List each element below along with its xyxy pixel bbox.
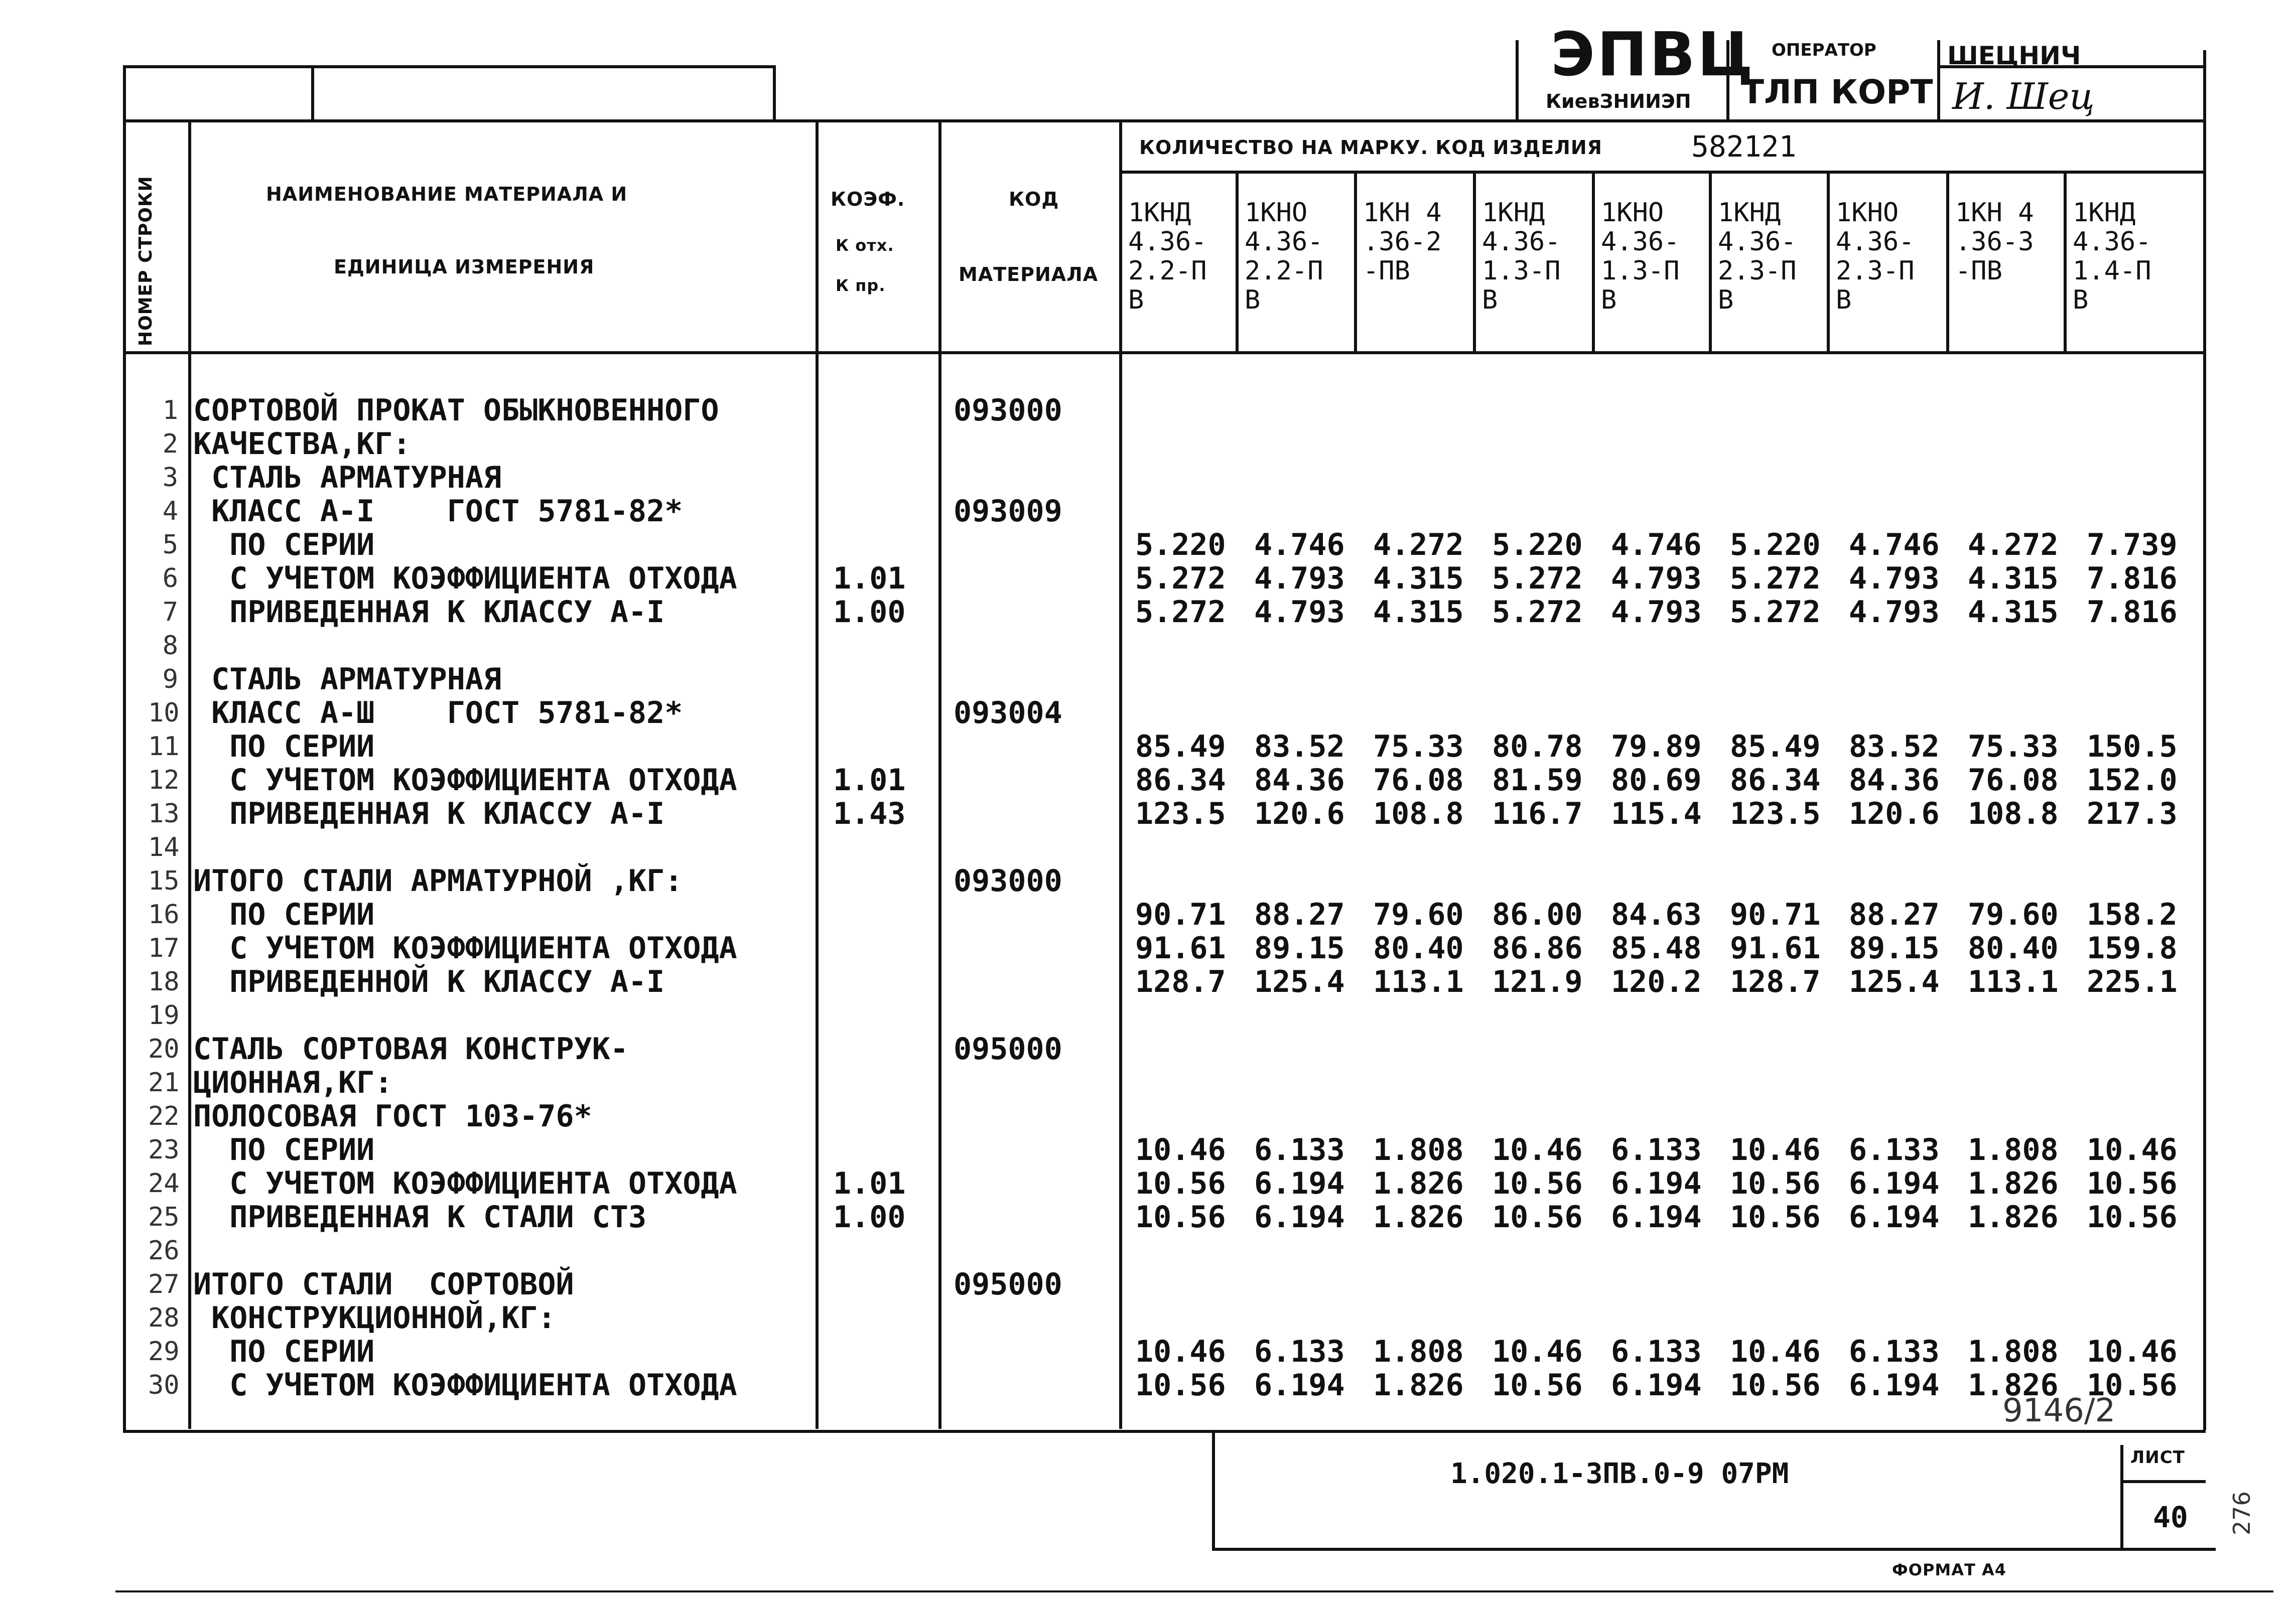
quantity-value: 81.59 [1492,763,1583,798]
row-number: 14 [148,832,180,862]
quantity-value: 6.194 [1254,1166,1345,1201]
quantity-value: 86.86 [1492,931,1583,966]
quantity-value: 6.194 [1849,1368,1940,1403]
quantity-value: 6.194 [1611,1166,1702,1201]
material-name: ИТОГО СТАЛИ СОРТОВОЙ [193,1267,574,1302]
signer-name: ШЕЦНИЧ [1947,41,2081,70]
quantity-value: 158.2 [2087,897,2178,932]
material-name: ПРИВЕДЕННАЯ К КЛАССУ А-I [193,796,665,831]
material-name: ПО СЕРИИ [193,729,375,764]
quantity-value: 6.194 [1849,1200,1940,1235]
quantity-value: 10.56 [2087,1166,2178,1201]
product-col-divider [1236,171,1239,351]
row-number: 19 [148,1000,180,1031]
quantity-value: 113.1 [1373,964,1464,999]
quantity-value: 85.48 [1611,931,1702,966]
quantity-value: 150.5 [2087,729,2178,764]
material-name: ПО СЕРИИ [193,1132,375,1167]
quantity-value: 10.56 [1730,1368,1821,1403]
quantity-value: 5.220 [1730,527,1821,562]
product-column-header: 1КНО 4.36- 2.3-П В [1836,198,1915,315]
quantity-value: 6.194 [1611,1200,1702,1235]
quantity-value: 159.8 [2087,931,2178,966]
quantity-value: 10.56 [1135,1166,1226,1201]
quantity-value: 4.315 [1373,595,1464,630]
quantity-value: 76.08 [1968,763,2059,798]
product-col-divider [1827,171,1830,351]
row-number-header: НОМЕР СТРОКИ [136,176,156,346]
quantity-value: 6.133 [1611,1132,1702,1167]
coefficient: 1.00 [833,1200,906,1235]
quantity-value: 79.60 [1968,897,2059,932]
quantity-value: 152.0 [2087,763,2178,798]
quantity-value: 4.793 [1254,561,1345,596]
row-number: 8 [162,631,178,661]
row-number: 1 [162,395,178,425]
quantity-value: 10.46 [2087,1132,2178,1167]
row-number: 30 [148,1370,180,1400]
quantity-value: 91.61 [1730,931,1821,966]
material-code: 095000 [954,1032,1062,1067]
footer-top-rule [123,1430,2206,1433]
coef-header-2: К отх. [836,236,894,255]
product-col-divider [1473,171,1476,351]
coef-header-1: КОЭФ. [831,188,905,210]
row-number: 2 [162,429,178,459]
quantity-value: 4.315 [1968,561,2059,596]
row-number: 10 [148,698,180,728]
quantity-value: 5.272 [1730,561,1821,596]
row-number: 20 [148,1034,180,1064]
footer-divider [1212,1430,1215,1550]
qty-header: КОЛИЧЕСТВО НА МАРКУ. КОД ИЗДЕЛИЯ [1139,136,1602,159]
col-div-coef [938,119,941,1429]
quantity-value: 10.56 [1492,1368,1583,1403]
col-div-rownum [188,119,191,1429]
row-number: 25 [148,1202,180,1232]
col-div-name [816,119,819,1429]
row-number: 3 [162,463,178,493]
quantity-value: 84.36 [1254,763,1345,798]
quantity-value: 10.56 [1492,1200,1583,1235]
handwritten-note: 9146/2 [2002,1392,2116,1429]
row-number: 11 [148,732,180,762]
quantity-value: 5.220 [1492,527,1583,562]
quantity-value: 4.793 [1611,595,1702,630]
row-number: 27 [148,1269,180,1299]
quantity-value: 5.272 [1730,595,1821,630]
col-div-code [1119,119,1122,1429]
quantity-value: 86.34 [1730,763,1821,798]
footer-sheet-divider [2120,1445,2123,1550]
quantity-value: 113.1 [1968,964,2059,999]
quantity-value: 5.220 [1135,527,1226,562]
quantity-value: 1.826 [1968,1166,2059,1201]
material-name: ПОЛОСОВАЯ ГОСТ 103-76* [193,1099,592,1134]
quantity-value: 91.61 [1135,931,1226,966]
quantity-value: 4.315 [1373,561,1464,596]
quantity-value: 10.46 [1135,1132,1226,1167]
material-name: С УЧЕТОМ КОЭФФИЦИЕНТА ОТХОДА [193,931,737,966]
quantity-value: 10.46 [2087,1334,2178,1369]
row-number: 28 [148,1303,180,1333]
product-col-divider [1354,171,1357,351]
material-name: ПО СЕРИИ [193,527,375,562]
quantity-value: 1.826 [1968,1368,2059,1403]
product-column-header: 1КН 4 .36-3 -ПВ [1955,198,2034,286]
product-col-divider [1946,171,1949,351]
quantity-value: 83.52 [1254,729,1345,764]
product-col-divider [1709,171,1712,351]
quantity-value: 5.272 [1492,595,1583,630]
quantity-value: 88.27 [1254,897,1345,932]
quantity-value: 83.52 [1849,729,1940,764]
quantity-value: 6.133 [1611,1334,1702,1369]
quantity-value: 89.15 [1849,931,1940,966]
quantity-value: 128.7 [1135,964,1226,999]
row-number: 26 [148,1236,180,1266]
product-col-divider [1592,171,1595,351]
coefficient: 1.00 [833,595,906,630]
product-code: 582121 [1691,129,1797,164]
row-number: 12 [148,765,180,795]
row-number: 5 [162,530,178,560]
material-code: 095000 [954,1267,1062,1302]
top-rule [123,65,775,68]
left-rule [123,65,126,1430]
material-name: СТАЛЬ АРМАТУРНАЯ [193,460,502,495]
code-header-2: МАТЕРИАЛА [959,263,1099,285]
format-label: ФОРМАТ А4 [1892,1560,2006,1579]
quantity-value: 90.71 [1730,897,1821,932]
row-number: 4 [162,496,178,526]
quantity-value: 4.793 [1254,595,1345,630]
side-note: 276 [2228,1491,2255,1535]
header-top-rule [123,119,2206,122]
top-cell-divider-1 [311,65,314,120]
quantity-value: 120.2 [1611,964,1702,999]
org-subtitle: КиевЗНИИЭП [1546,90,1691,112]
quantity-value: 1.808 [1968,1334,2059,1369]
quantity-value: 10.46 [1730,1132,1821,1167]
quantity-value: 108.8 [1373,796,1464,831]
quantity-value: 4.746 [1849,527,1940,562]
row-number: 18 [148,967,180,997]
footer-sheet-rule [2120,1480,2206,1483]
quantity-value: 1.808 [1373,1132,1464,1167]
quantity-value: 123.5 [1135,796,1226,831]
top-cell-divider-2 [773,65,776,120]
quantity-value: 125.4 [1254,964,1345,999]
quantity-value: 6.133 [1254,1132,1345,1167]
quantity-value: 10.56 [1135,1200,1226,1235]
row-number: 21 [148,1068,180,1098]
quantity-value: 6.194 [1254,1200,1345,1235]
quantity-value: 86.00 [1492,897,1583,932]
row-number: 29 [148,1337,180,1367]
material-name-header-2: ЕДИНИЦА ИЗМЕРЕНИЯ [334,256,595,278]
quantity-value: 108.8 [1968,796,2059,831]
quantity-value: 76.08 [1373,763,1464,798]
quantity-value: 6.194 [1611,1368,1702,1403]
quantity-value: 80.40 [1373,931,1464,966]
coef-header-3: К пр. [836,276,886,295]
material-name: С УЧЕТОМ КОЭФФИЦИЕНТА ОТХОДА [193,763,737,798]
quantity-value: 5.272 [1492,561,1583,596]
material-code: 093000 [954,393,1062,428]
quantity-value: 125.4 [1849,964,1940,999]
quantity-value: 80.78 [1492,729,1583,764]
quantity-value: 1.826 [1968,1200,2059,1235]
page-bottom-rule [115,1590,2273,1592]
quantity-value: 6.133 [1254,1334,1345,1369]
quantity-value: 10.56 [2087,1200,2178,1235]
header-bottom-rule [123,351,2206,354]
quantity-value: 1.826 [1373,1200,1464,1235]
material-name: ПРИВЕДЕННАЯ К КЛАССУ А-I [193,595,665,630]
quantity-value: 128.7 [1730,964,1821,999]
quantity-value: 4.272 [1373,527,1464,562]
material-name-header-1: НАИМЕНОВАНИЕ МАТЕРИАЛА И [266,183,628,205]
quantity-value: 80.69 [1611,763,1702,798]
material-name: С УЧЕТОМ КОЭФФИЦИЕНТА ОТХОДА [193,561,737,596]
code-header-1: КОД [1009,188,1059,210]
quantity-value: 4.746 [1254,527,1345,562]
quantity-value: 75.33 [1373,729,1464,764]
material-name: КАЧЕСТВА,КГ: [193,426,411,462]
quantity-value: 80.40 [1968,931,2059,966]
row-number: 15 [148,866,180,896]
row-number: 16 [148,900,180,930]
quantity-value: 4.793 [1849,561,1940,596]
quantity-value: 4.793 [1611,561,1702,596]
material-name: КЛАСС А-Ш ГОСТ 5781-82* [193,695,683,731]
quantity-value: 84.36 [1849,763,1940,798]
quantity-value: 7.816 [2087,595,2178,630]
material-code: 093009 [954,494,1062,529]
row-number: 7 [162,597,178,627]
quantity-value: 75.33 [1968,729,2059,764]
material-name: КЛАСС А-I ГОСТ 5781-82* [193,494,683,529]
material-name: С УЧЕТОМ КОЭФФИЦИЕНТА ОТХОДА [193,1166,737,1201]
coefficient: 1.01 [833,763,906,798]
material-name: ПО СЕРИИ [193,1334,375,1369]
row-number: 13 [148,799,180,829]
right-rule [2203,50,2206,1430]
quantity-value: 1.808 [1373,1334,1464,1369]
signature: И. Шец [1952,75,2095,117]
material-code: 093004 [954,695,1062,731]
quantity-value: 10.56 [2087,1368,2178,1403]
coefficient: 1.01 [833,561,906,596]
quantity-value: 1.826 [1373,1166,1464,1201]
quantity-value: 89.15 [1254,931,1345,966]
quantity-value: 86.34 [1135,763,1226,798]
document-code: 1.020.1-3ПВ.0-9 07РМ [1450,1457,1789,1490]
product-column-header: 1КНО 4.36- 1.3-П В [1601,198,1680,315]
operator-value: ТЛП КОРТ [1741,73,1933,111]
stamp-divider-3 [1937,40,1940,120]
quantity-value: 6.133 [1849,1334,1940,1369]
material-name: СТАЛЬ СОРТОВАЯ КОНСТРУК- [193,1032,628,1067]
quantity-value: 120.6 [1849,796,1940,831]
quantity-value: 10.46 [1135,1334,1226,1369]
product-column-header: 1КНД 4.36- 2.3-П В [1718,198,1797,315]
quantity-value: 85.49 [1730,729,1821,764]
row-number: 22 [148,1101,180,1131]
quantity-value: 10.56 [1492,1166,1583,1201]
row-number: 9 [162,664,178,694]
quantity-value: 7.739 [2087,527,2178,562]
quantity-value: 6.194 [1254,1368,1345,1403]
quantity-value: 120.6 [1254,796,1345,831]
material-name: ПРИВЕДЕННОЙ К КЛАССУ А-I [193,964,665,999]
row-number: 24 [148,1169,180,1199]
quantity-value: 10.56 [1730,1166,1821,1201]
sheet-label: ЛИСТ [2130,1447,2185,1468]
quantity-value: 4.315 [1968,595,2059,630]
quantity-value: 121.9 [1492,964,1583,999]
quantity-value: 1.808 [1968,1132,2059,1167]
org-logo: ЭПВЦ [1551,20,1755,90]
quantity-value: 5.272 [1135,561,1226,596]
row-number: 23 [148,1135,180,1165]
material-name: ПРИВЕДЕННАЯ К СТАЛИ СТ3 [193,1200,647,1235]
quantity-value: 88.27 [1849,897,1940,932]
quantity-value: 115.4 [1611,796,1702,831]
material-code: 093000 [954,863,1062,899]
quantity-value: 79.89 [1611,729,1702,764]
qty-header-rule [1119,171,2206,174]
quantity-value: 6.194 [1849,1166,1940,1201]
quantity-value: 217.3 [2087,796,2178,831]
quantity-value: 4.793 [1849,595,1940,630]
quantity-value: 10.56 [1730,1200,1821,1235]
stamp-divider-1 [1516,40,1519,120]
product-column-header: 1КНД 4.36- 1.3-П В [1482,198,1561,315]
quantity-value: 4.746 [1611,527,1702,562]
quantity-value: 10.46 [1492,1132,1583,1167]
quantity-value: 85.49 [1135,729,1226,764]
row-number: 17 [148,933,180,963]
row-number: 6 [162,563,178,594]
material-name: КОНСТРУКЦИОННОЙ,КГ: [193,1300,556,1336]
quantity-value: 4.272 [1968,527,2059,562]
footer-bottom-rule [1212,1548,2216,1551]
material-name: СОРТОВОЙ ПРОКАТ ОБЫКНОВЕННОГО [193,393,719,428]
quantity-value: 116.7 [1492,796,1583,831]
material-name: СТАЛЬ АРМАТУРНАЯ [193,662,502,697]
material-name: ПО СЕРИИ [193,897,375,932]
product-column-header: 1КНО 4.36- 2.2-П В [1245,198,1323,315]
quantity-value: 123.5 [1730,796,1821,831]
quantity-value: 1.826 [1373,1368,1464,1403]
quantity-value: 6.133 [1849,1132,1940,1167]
product-column-header: 1КНД 4.36- 2.2-П В [1128,198,1207,315]
quantity-value: 7.816 [2087,561,2178,596]
quantity-value: 10.46 [1730,1334,1821,1369]
sheet-number: 40 [2153,1500,2188,1534]
quantity-value: 90.71 [1135,897,1226,932]
quantity-value: 225.1 [2087,964,2178,999]
quantity-value: 84.63 [1611,897,1702,932]
quantity-value: 10.56 [1135,1368,1226,1403]
product-column-header: 1КН 4 .36-2 -ПВ [1363,198,1442,286]
operator-label: ОПЕРАТОР [1772,40,1876,60]
quantity-value: 10.46 [1492,1334,1583,1369]
quantity-value: 5.272 [1135,595,1226,630]
material-name: ЦИОННАЯ,КГ: [193,1065,393,1100]
coefficient: 1.01 [833,1166,906,1201]
material-name: ИТОГО СТАЛИ АРМАТУРНОЙ ,КГ: [193,863,683,899]
product-col-divider [2064,171,2067,351]
material-name: С УЧЕТОМ КОЭФФИЦИЕНТА ОТХОДА [193,1368,737,1403]
coefficient: 1.43 [833,796,906,831]
quantity-value: 79.60 [1373,897,1464,932]
product-column-header: 1КНД 4.36- 1.4-П В [2073,198,2151,315]
